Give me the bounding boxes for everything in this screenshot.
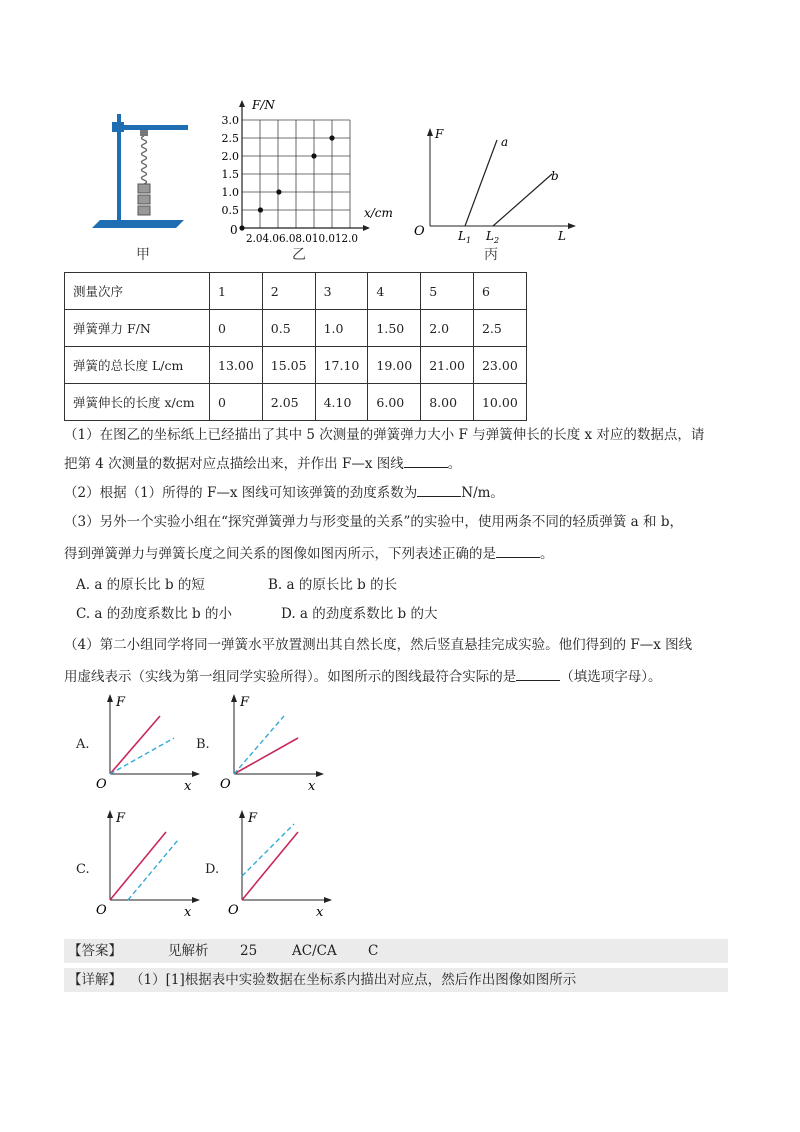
x-axis-label: x/cm (364, 206, 393, 220)
caption-jia: 甲 (136, 247, 150, 263)
table-cell: 6 (473, 273, 526, 310)
label-l2: $L_2$ (486, 229, 500, 245)
graph-d-y-arrow (239, 810, 245, 818)
q1-line2-text: 把第 4 次测量的数据对应点描绘出来，并作出 F—x 图线 (64, 456, 404, 472)
graph-c-solid-line (110, 832, 166, 900)
label-l1: $L_1$ (458, 229, 472, 245)
answer-1: 见解析 (168, 943, 209, 959)
graph-d-f: F (248, 811, 258, 826)
label-b: b (551, 169, 559, 183)
option-graph-c (94, 806, 204, 918)
table-cell: 4 (368, 273, 421, 310)
table-cell: 0 (210, 384, 263, 421)
table-cell: 2.0 (421, 310, 474, 347)
graph-b-x-arrow (316, 771, 324, 777)
option-graph-b-letter: B. (196, 737, 210, 752)
table-cell: 2 (262, 273, 315, 310)
stand-base (92, 220, 184, 228)
table-cell: 8.00 (421, 384, 474, 421)
explain-bar (64, 968, 728, 992)
y-tick-label: 1.0 (221, 186, 239, 199)
y-axis-label: F/N (252, 98, 275, 112)
answer-2: 25 (240, 943, 258, 959)
spring-holder (140, 130, 148, 136)
graph-d-o: O (228, 903, 239, 918)
table-cell: 1 (210, 273, 263, 310)
bing-l-label: L (558, 229, 566, 243)
graph-c-o: O (96, 903, 107, 918)
caption-yi: 乙 (292, 247, 306, 263)
q4-line2 (64, 666, 744, 687)
table-row-header: 弹簧的总长度 L/cm (65, 347, 210, 384)
table-cell: 17.10 (315, 347, 368, 384)
table-row (65, 347, 527, 384)
q3-option-b: B. a 的原长比 b 的长 (268, 577, 398, 593)
q1-line2 (64, 453, 744, 474)
q2-blank[interactable] (417, 482, 461, 497)
figure-yi-chart (214, 95, 404, 247)
bing-y-arrow (427, 128, 433, 136)
table-cell: 4.10 (315, 384, 368, 421)
table-cell: 1.50 (368, 310, 421, 347)
graph-a-dashed-line (110, 738, 174, 774)
chart-points (239, 135, 334, 230)
stand-arm (122, 125, 188, 130)
weight-3 (138, 206, 150, 215)
option-graph-b (218, 690, 328, 796)
table-row (65, 310, 527, 347)
table-cell: 3 (315, 273, 368, 310)
q4-blank[interactable] (516, 666, 560, 681)
graph-a-o: O (96, 777, 107, 792)
table-cell: 10.00 (473, 384, 526, 421)
q3-option-a: A. a 的原长比 b 的短 (76, 577, 205, 593)
q3-option-d: D. a 的劲度系数比 b 的大 (281, 606, 438, 622)
table-row (65, 384, 527, 421)
option-graph-a (94, 690, 204, 796)
table-cell: 13.00 (210, 347, 263, 384)
graph-b-solid-line (234, 738, 298, 774)
weight-1 (138, 184, 150, 193)
answer-label: 【答案】 (68, 943, 122, 959)
line-a (465, 140, 497, 226)
graph-a-f: F (116, 695, 126, 710)
figure-jia-stand (92, 108, 192, 232)
table-cell: 21.00 (421, 347, 474, 384)
q4-end: （填选项字母）。 (560, 669, 662, 685)
graph-a-x-arrow (192, 771, 200, 777)
graph-b-o: O (220, 777, 231, 792)
table-cell: 15.05 (262, 347, 315, 384)
data-point (329, 135, 334, 140)
caption-bing: 丙 (484, 247, 498, 263)
answer-3: AC/CA (292, 943, 337, 959)
table-cell: 6.00 (368, 384, 421, 421)
q1-end: 。 (447, 456, 462, 472)
graph-c-x: x (184, 905, 192, 918)
table-cell: 0.5 (262, 310, 315, 347)
bing-f-label: F (435, 127, 444, 141)
table-row-header: 测量次序 (65, 273, 210, 310)
q1-line1: （1）在图乙的坐标纸上已经描出了其中 5 次测量的弹簧弹力大小 F 与弹簧伸长的长度 x 对应的数据点，请 (64, 427, 705, 443)
table-cell: 23.00 (473, 347, 526, 384)
q3-line1: （3）另外一个实验小组在“探究弹簧弹力与形变量的关系”的实验中，使用两条不同的轻质弹簧 a 和 b， (64, 514, 683, 530)
data-point (258, 207, 263, 212)
q3-line2 (64, 543, 744, 564)
x-tick-label: 2.0 (246, 232, 264, 245)
table-cell: 1.0 (315, 310, 368, 347)
y-tick-label: 0.5 (221, 204, 239, 217)
data-table (64, 272, 527, 421)
spring (142, 136, 147, 184)
x-tick-label: 10.0 (311, 232, 337, 245)
graph-d-x-arrow (324, 897, 332, 903)
graph-a-solid-line (110, 716, 160, 774)
y-axis-arrow (239, 100, 245, 107)
graph-b-f: F (240, 695, 250, 710)
x-axis-arrow (363, 225, 370, 231)
x-tick-label: 12.0 (334, 232, 360, 245)
data-point (239, 225, 244, 230)
table-row-header: 弹簧伸长的长度 x/cm (65, 384, 210, 421)
graph-b-y-arrow (231, 694, 237, 702)
graph-a-y-arrow (107, 694, 113, 702)
q3-blank[interactable] (496, 543, 540, 558)
option-graph-c-letter: C. (76, 862, 90, 877)
table-cell: 2.05 (262, 384, 315, 421)
graph-c-x-arrow (192, 897, 200, 903)
table-row (65, 273, 527, 310)
option-graph-d (226, 806, 336, 918)
explain-text: （1）[1]根据表中实验数据在坐标系内描出对应点，然后作出图像如图所示 (130, 972, 577, 988)
answer-4: C (368, 943, 379, 959)
q2-text: （2）根据（1）所得的 F—x 图线可知该弹簧的劲度系数为 (64, 485, 418, 501)
x-tick-label: 6.0 (278, 232, 297, 245)
option-graph-d-letter: D. (205, 862, 220, 877)
y-tick-label: 3.0 (221, 114, 239, 127)
graph-d-x: x (316, 905, 324, 918)
weight-2 (138, 195, 150, 204)
data-point (276, 189, 281, 194)
q4-line2-text: 用虚线表示（实线为第一组同学实验所得）。如图所示的图线最符合实际的是 (64, 669, 517, 685)
y-tick-label: 2.5 (221, 132, 239, 145)
q4-line1: （4）第二小组同学将同一弹簧水平放置测出其自然长度，然后竖直悬挂完成实验。他们得到的 F—x 图线 (64, 637, 693, 653)
option-graph-a-letter: A. (76, 737, 90, 752)
figure-bing-graph (410, 122, 580, 248)
graph-b-x: x (308, 779, 316, 794)
q3-end: 。 (540, 546, 554, 562)
table-cell: 0 (210, 310, 263, 347)
bing-x-arrow (568, 223, 576, 229)
table-cell: 5 (421, 273, 474, 310)
graph-c-y-arrow (107, 810, 113, 818)
line-b (493, 174, 552, 226)
q2-unit: N/m。 (461, 485, 504, 501)
x-tick-label: 4.0 (262, 232, 280, 245)
graph-d-solid-line (242, 832, 298, 900)
explain-label: 【详解】 (68, 972, 122, 988)
answer-bar (64, 939, 728, 963)
q3-line2-text: 得到弹簧弹力与弹簧长度之间关系的图像如图丙所示，下列表述正确的是 (64, 546, 496, 562)
data-point (311, 153, 316, 158)
table-cell: 19.00 (368, 347, 421, 384)
q2-line (64, 482, 744, 503)
label-a: a (501, 135, 509, 149)
y-tick-label: 1.5 (221, 168, 239, 181)
y-tick-label: 2.0 (221, 150, 239, 163)
table-cell: 2.5 (473, 310, 526, 347)
graph-b-dashed-line (234, 716, 284, 774)
x-tick-label: 8.0 (295, 232, 313, 245)
origin-label: 0 (230, 223, 238, 237)
graph-c-f: F (116, 811, 126, 826)
q3-option-c: C. a 的劲度系数比 b 的小 (76, 606, 232, 622)
q1-blank[interactable] (404, 453, 448, 468)
bing-origin: O (414, 224, 425, 239)
table-row-header: 弹簧弹力 F/N (65, 310, 210, 347)
graph-a-x: x (184, 779, 192, 794)
